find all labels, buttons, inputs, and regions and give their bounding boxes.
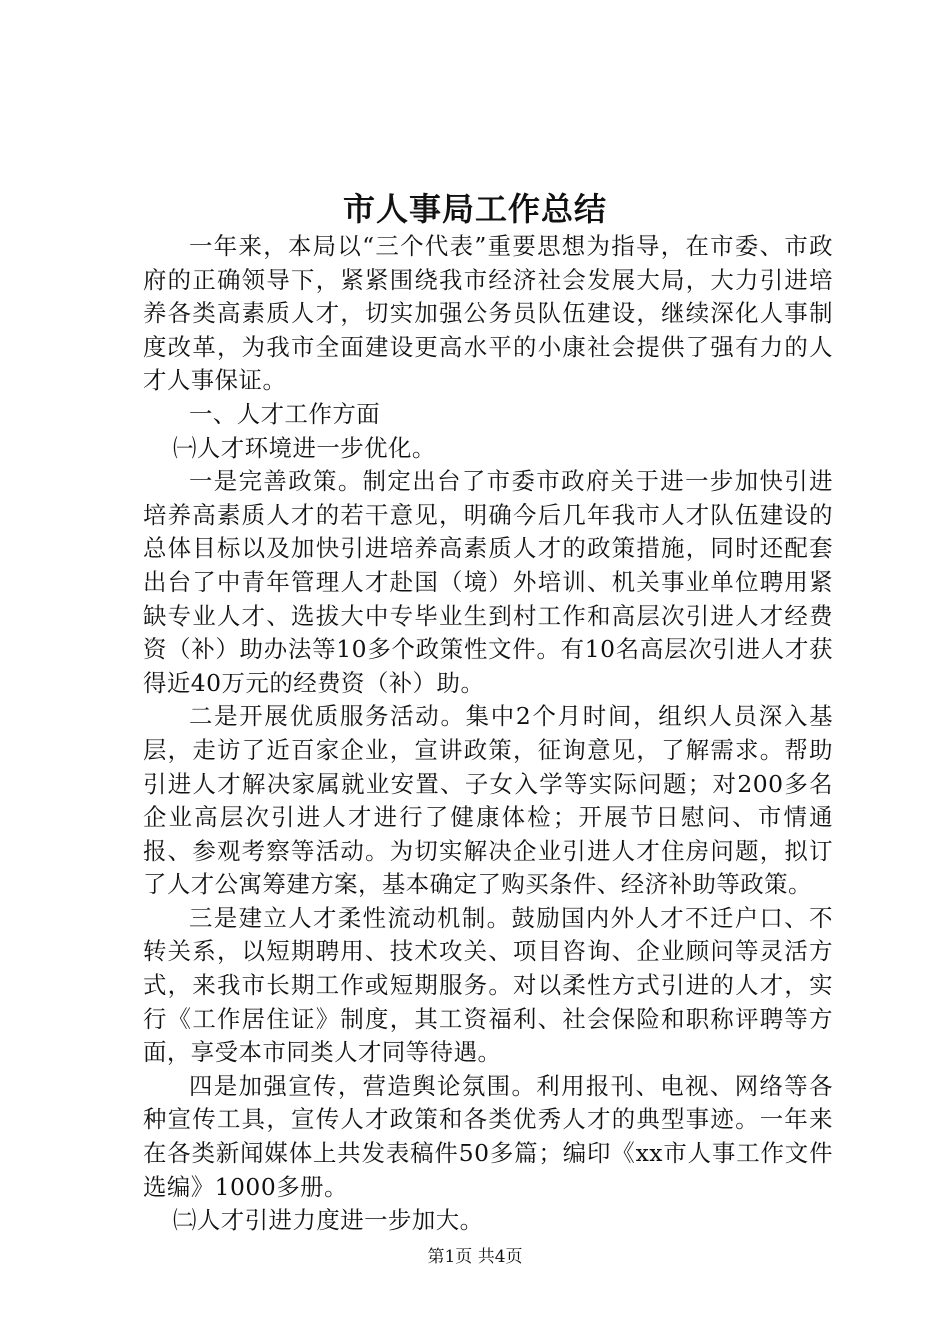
body-paragraph: 二是开展优质服务活动。集中2个月时间，组织人员深入基层，走访了近百家企业，宣讲政策，征询意见，了解需求。帮助引进人才解决家属就业安置、子女入学等实际问题；对200多名企业高层次引进人才进行了健康体检；开展节日慰问、市情通报、参观考察等活动。为切实解决企业引进人才住房问题，拟订了人才公寓筹建方案，基本确定了购买条件、经济补助等政策。 <box>143 702 833 899</box>
section-heading: 一、人才工作方面 <box>189 399 381 428</box>
subsection-heading: ㈡人才引进力度进一步加大。 <box>173 1206 484 1235</box>
body-paragraph: 四是加强宣传，营造舆论氛围。利用报刊、电视、网络等各种宣传工具，宣传人才政策和各类优秀人才的典型事迹。一年来在各类新闻媒体上共发表稿件50多篇；编印《xx市人事工作文件选编》1000多册。 <box>143 1071 833 1201</box>
body-paragraph: 一是完善政策。制定出台了市委市政府关于进一步加快引进培养高素质人才的若干意见，明确今后几年我市人才队伍建设的总体目标以及加快引进培养高素质人才的政策措施，同时还配套出台了中青年管理人才赴国（境）外培训、机关事业单位聘用紧缺专业人才、选拔大中专毕业生到村工作和高层次引进人才经费资（补）助办法等10多个政策性文件。有10名高层次引进人才获得近40万元的经费资（补）助。 <box>143 467 833 697</box>
document-body <box>143 230 833 1238</box>
intro-paragraph: 一年来，本局以“三个代表”重要思想为指导，在市委、市政府的正确领导下，紧紧围绕我市经济社会发展大局，大力引进培养各类高素质人才，切实加强公务员队伍建设，继续深化人事制度改革，为我市全面建设更高水平的小康社会提供了强有力的人才人事保证。 <box>143 232 833 395</box>
page-number-footer: 第1页 共4页 <box>427 1247 523 1267</box>
subsection-heading: ㈠人才环境进一步优化。 <box>173 433 436 462</box>
document-title: 市人事局工作总结 <box>342 190 607 228</box>
body-paragraph: 三是建立人才柔性流动机制。鼓励国内外人才不迁户口、不转关系，以短期聘用、技术攻关、项目咨询、企业顾问等灵活方式，来我市长期工作或短期服务。对以柔性方式引进的人才，实行《工作居住证》制度，其工资福利、社会保险和职称评聘等方面，享受本市同类人才同等待遇。 <box>143 903 833 1067</box>
